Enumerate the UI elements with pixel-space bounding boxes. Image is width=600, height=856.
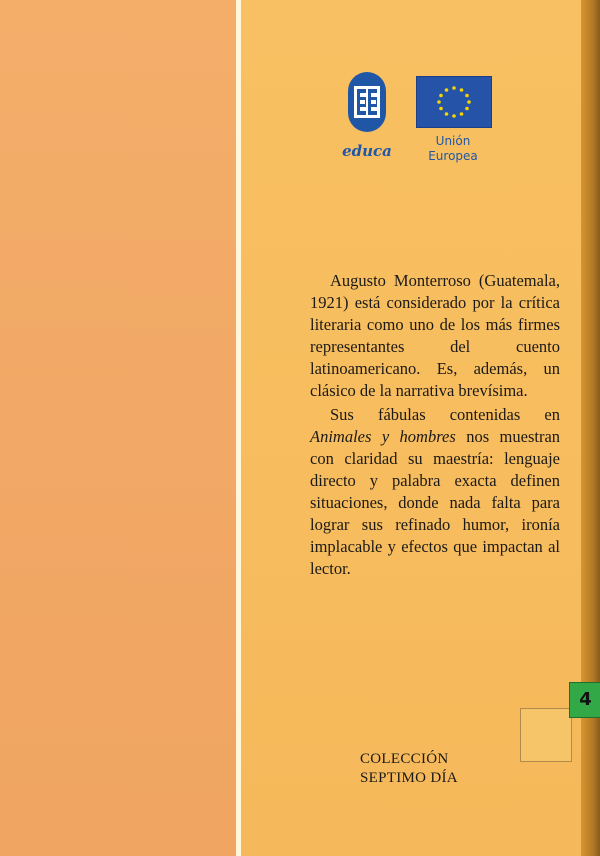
green-library-label: 4 xyxy=(569,682,600,718)
eu-flag-icon xyxy=(416,76,492,128)
educa-logo xyxy=(340,72,400,164)
book-description xyxy=(310,270,560,580)
description-paragraph-2 xyxy=(310,404,560,580)
educa-mark-icon xyxy=(348,72,386,132)
book-spine-edge xyxy=(581,0,600,856)
eu-label-line2: Europea xyxy=(428,149,478,163)
collection-line-1: COLECCIÓN xyxy=(360,751,449,767)
paragraph-2-rest: nos muestran con claridad su maestría: lenguaje directo y palabra exacta definen situaciones, donde nada falta para lograr sus refinado humor, ironía implacable y efectos que impactan al lector. xyxy=(310,427,561,578)
eu-label xyxy=(416,134,490,164)
paragraph-2-intro: Sus fábulas contenidas en xyxy=(330,405,560,424)
collection-name xyxy=(360,750,500,788)
european-union-logo xyxy=(416,76,494,168)
educa-wordmark: educa xyxy=(342,142,392,160)
description-paragraph-1: Augusto Monterroso (Guatemala, 1921) está considerado por la crítica literaria como uno de los más firmes representantes del cuento latinoamericano. Es, además, un clásico de la narrativa brevísima. xyxy=(310,271,560,400)
left-orange-panel xyxy=(0,0,236,856)
book-title-italic: Animales y hombres xyxy=(310,427,456,446)
collection-line-2: SEPTIMO DÍA xyxy=(360,770,458,786)
eu-label-line1: Unión xyxy=(435,134,471,148)
library-sticker xyxy=(520,708,572,762)
